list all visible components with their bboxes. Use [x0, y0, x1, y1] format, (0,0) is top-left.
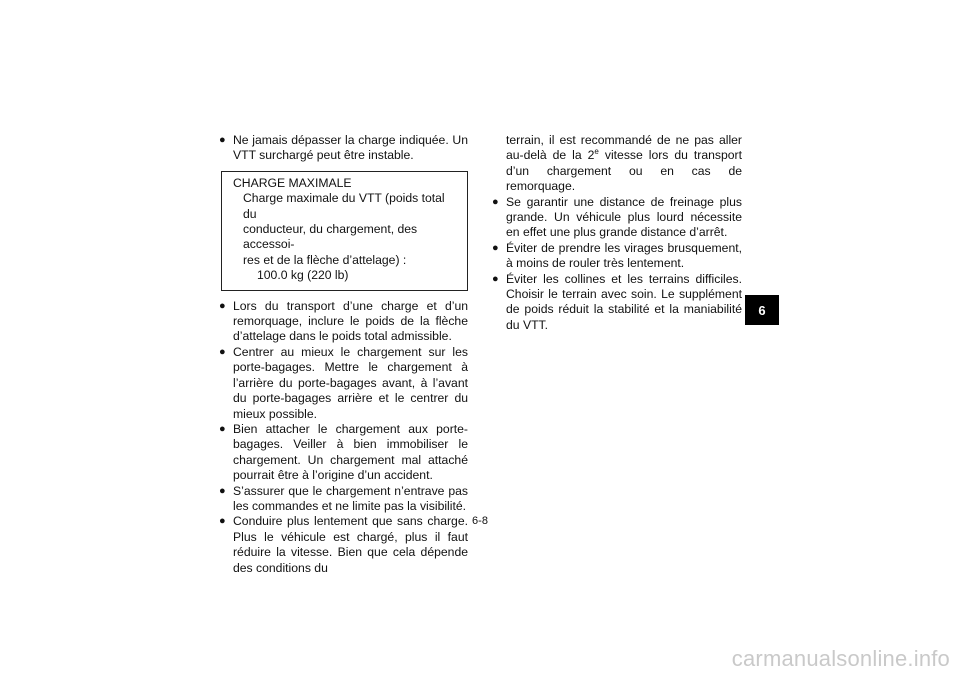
- bullet-item: [219, 299, 468, 345]
- bullet-text: Se garantir une distance de freinage plus grande. Un véhicule plus lourd nécessite en effet une plus grande distance d’arrêt.: [506, 194, 742, 240]
- bullet-text: Lors du transport d’une charge et d’un remorquage, inclure le poids de la flèche d’attelage dans le poids total admissible.: [233, 298, 468, 344]
- bullet-text: Ne jamais dépasser la charge indiquée. Un VTT surchargé peut être instable.: [233, 133, 468, 163]
- bullet-icon: ●: [219, 484, 226, 497]
- continued-text-end: vitesse lors du transport d’un chargement ou en cas de remorquage.: [506, 148, 743, 194]
- bullet-icon: ●: [492, 195, 499, 208]
- bullet-text: Centrer au mieux le chargement sur les porte-bagages. Mettre le chargement à l’arrière du porte-bagages avant, à l’avant du porte-bagages arrière et le centrer du mieux possible.: [233, 344, 468, 421]
- bullet-icon: ●: [219, 422, 226, 435]
- bullet-icon: ●: [492, 241, 499, 254]
- box-title: CHARGE MAXIMALE: [233, 175, 352, 190]
- bullet-item: [219, 422, 468, 484]
- bullet-icon: ●: [219, 515, 226, 528]
- left-column: [219, 133, 468, 576]
- bullet-text: Éviter de prendre les virages brusquement, à moins de rouler très lentement.: [506, 240, 742, 271]
- bullet-text: Conduire plus lentement que sans charge. Plus le véhicule est chargé, plus il faut réduire la vitesse. Bien que cela dépende des conditions du: [233, 514, 468, 575]
- bullet-item: [219, 345, 468, 422]
- chapter-tab: 6: [745, 295, 779, 325]
- box-line: res et de la flèche d’attelage) :: [243, 252, 407, 267]
- bullet-icon: ●: [219, 299, 226, 312]
- max-load-box: [221, 171, 468, 291]
- bullet-icon: ●: [219, 345, 226, 358]
- bullet-item: [219, 484, 468, 515]
- bullet-text: Bien attacher le chargement aux porte-bagages. Veiller à bien immobiliser le chargement. Un chargement mal attaché pourrait être à l’origine d’un accident.: [233, 421, 468, 483]
- bullet-item: [219, 133, 468, 164]
- bullet-icon: ●: [219, 134, 226, 146]
- page-number: 6-8: [472, 515, 488, 527]
- continued-paragraph: [492, 133, 742, 195]
- bullet-item: [492, 241, 742, 272]
- right-column: [492, 133, 742, 333]
- bullet-text: Éviter les collines et les terrains difficiles. Choisir le terrain avec soin. Le supplément de poids réduit la stabilité et la maniabilité du VTT.: [506, 271, 742, 332]
- box-line: Charge maximale du VTT (poids total du: [243, 191, 445, 221]
- bullet-icon: ●: [492, 272, 499, 285]
- superscript: e: [594, 147, 599, 157]
- bullet-item: [492, 272, 742, 334]
- continued-text-start: terrain, il est recommandé de ne pas aller au-delà de la 2: [506, 133, 742, 163]
- bullet-text: S’assurer que le chargement n’entrave pas les commandes et ne limite pas la visibilité.: [233, 483, 468, 513]
- watermark: carmanualsonline.info: [731, 646, 950, 671]
- box-line: conducteur, du chargement, des accessoi-: [243, 222, 418, 252]
- box-value: 100.0 kg (220 lb): [257, 268, 349, 283]
- bullet-item: [492, 195, 742, 241]
